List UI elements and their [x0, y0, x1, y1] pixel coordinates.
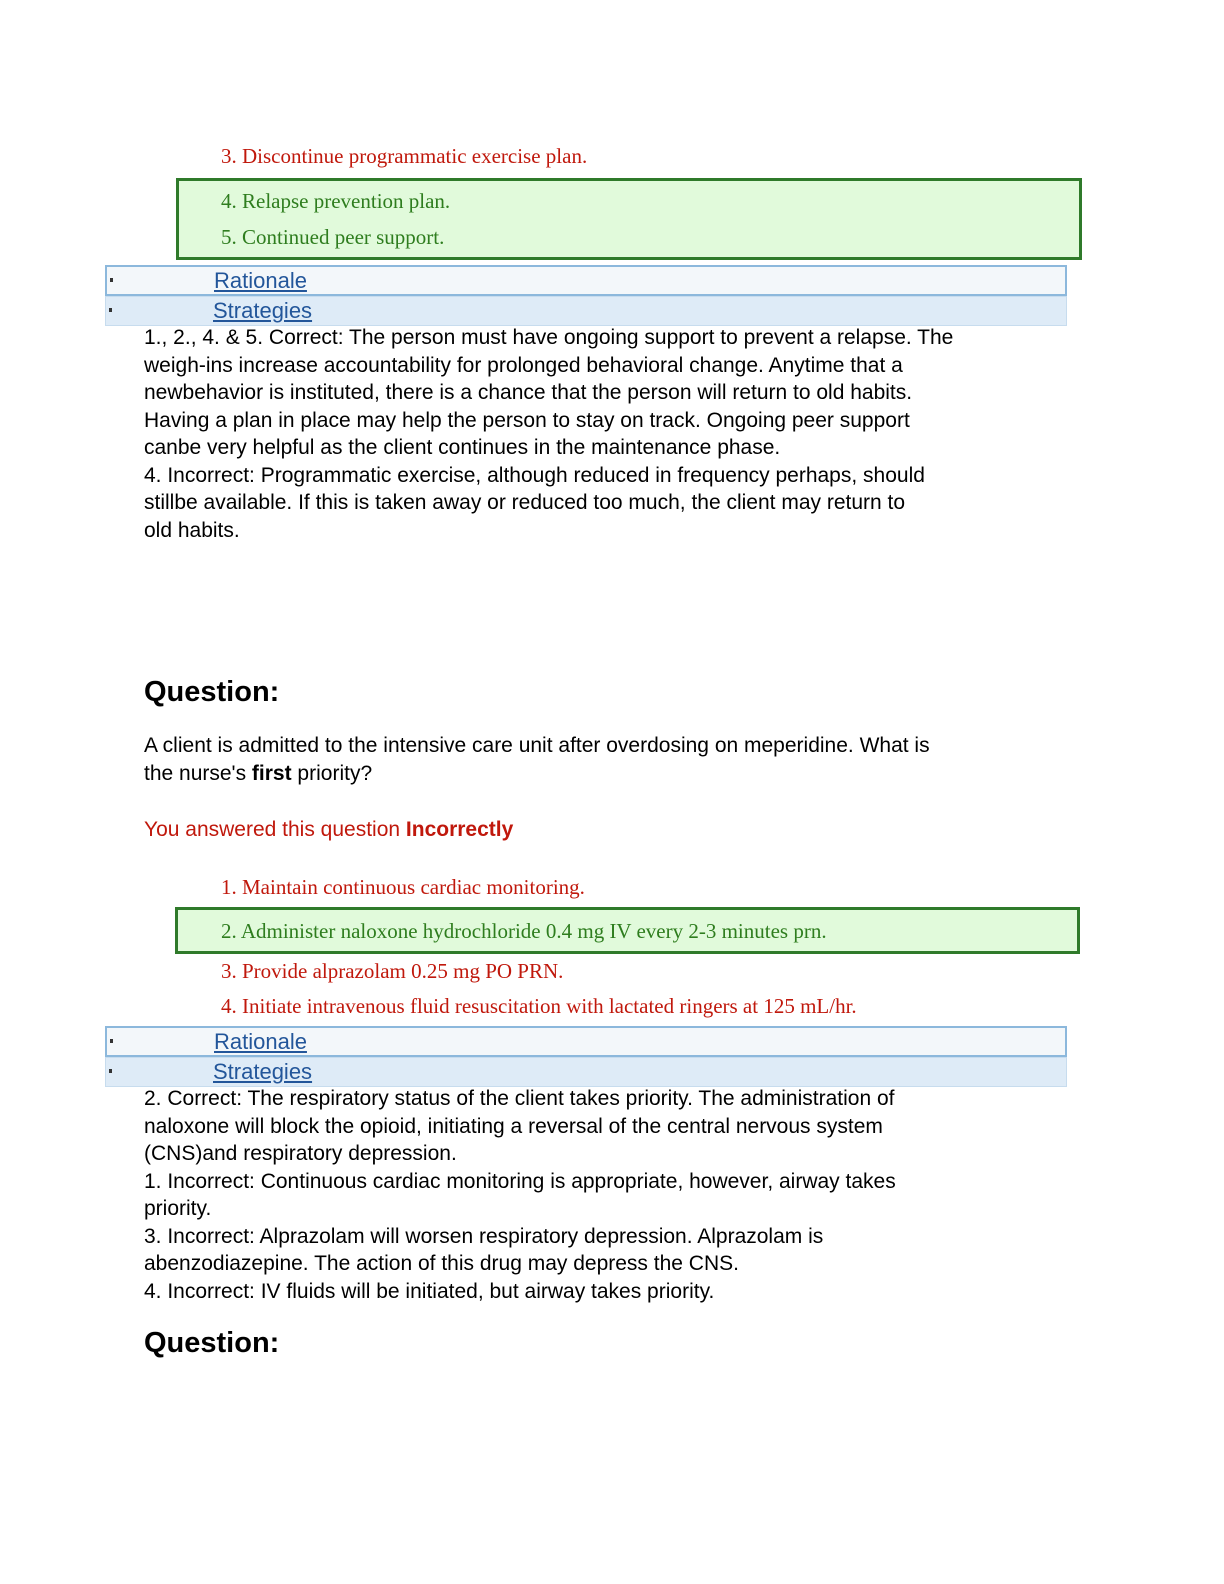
rationale-line: 1., 2., 4. & 5. Correct: The person must have ongoing support to prevent a relapse. The [144, 326, 954, 349]
answer-result: You answered this question Incorrectly [144, 818, 514, 841]
bullet-icon [110, 278, 113, 282]
rationale-line: (CNS)and respiratory depression. [144, 1142, 457, 1165]
question-line: A client is admitted to the intensive care unit after overdosing on meperidine. What is [144, 734, 930, 757]
emphasis-first: first [251, 762, 292, 785]
rationale-line: naloxone will block the opioid, initiating a reversal of the central nervous system [144, 1114, 883, 1138]
question-heading: Question: [144, 1327, 280, 1359]
answer-option-2: 2. Administer naloxone hydrochloride 0.4 mg IV every 2-3 minutes prn. [221, 919, 827, 943]
rationale-line: newbehavior is instituted, there is a chance that the person will return to old habits. [144, 381, 913, 404]
answer-option-5: 5. Continued peer support. [221, 225, 445, 249]
bullet-icon [109, 308, 112, 312]
answer-option-3: 3. Provide alprazolam 0.25 mg PO PRN. [221, 959, 564, 983]
rationale-line: Having a plan in place may help the person to stay on track. Ongoing peer support [144, 408, 910, 432]
answer-option-4: 4. Relapse prevention plan. [221, 189, 451, 213]
rationale-line: 3. Incorrect: Alprazolam will worsen respiratory depression. Alprazolam is [144, 1224, 824, 1248]
bullet-icon [110, 1039, 113, 1043]
rationale-line: 1. Incorrect: Continuous cardiac monitoring is appropriate, however, airway takes [144, 1169, 896, 1193]
bullet-icon [109, 1069, 112, 1073]
question-line: the nurse's first priority? [144, 762, 373, 785]
rationale-line: stillbe available. If this is taken away or reduced too much, the client may return to [144, 491, 906, 514]
rationale-line: priority. [144, 1197, 212, 1220]
rationale-line: canbe very helpful as the client continues in the maintenance phase. [144, 436, 781, 459]
strategies-link[interactable]: Strategies [213, 298, 313, 323]
rationale-text [144, 324, 1074, 544]
rationale-link[interactable]: Rationale [214, 268, 307, 293]
question-text [144, 732, 930, 788]
tab-strategies[interactable] [105, 1057, 1067, 1087]
rationale-line: abenzodiazepine. The action of this drug may depress the CNS. [144, 1252, 739, 1275]
tab-strategies[interactable] [105, 296, 1067, 326]
result-status: Incorrectly [405, 818, 514, 841]
rationale-line: 2. Correct: The respiratory status of the client takes priority. The administration of [144, 1087, 895, 1110]
rationale-text [144, 1085, 1074, 1305]
answer-option-3: 3. Discontinue programmatic exercise plan. [221, 144, 588, 168]
rationale-line: 4. Incorrect: IV fluids will be initiated, but airway takes priority. [144, 1279, 715, 1303]
rationale-line: old habits. [144, 518, 240, 542]
answer-option-1: 1. Maintain continuous cardiac monitoring. [221, 875, 585, 899]
rationale-line: weigh-ins increase accountability for prolonged behavioral change. Anytime that a [144, 353, 903, 377]
tab-rationale[interactable] [105, 265, 1067, 296]
answer-option-4: 4. Initiate intravenous fluid resuscitation with lactated ringers at 125 mL/hr. [221, 994, 857, 1018]
tab-rationale[interactable] [105, 1026, 1067, 1057]
rationale-line: 4. Incorrect: Programmatic exercise, although reduced in frequency perhaps, should [144, 463, 925, 487]
strategies-link[interactable]: Strategies [213, 1059, 313, 1084]
question-heading: Question: [144, 676, 280, 708]
rationale-link[interactable]: Rationale [214, 1029, 307, 1054]
